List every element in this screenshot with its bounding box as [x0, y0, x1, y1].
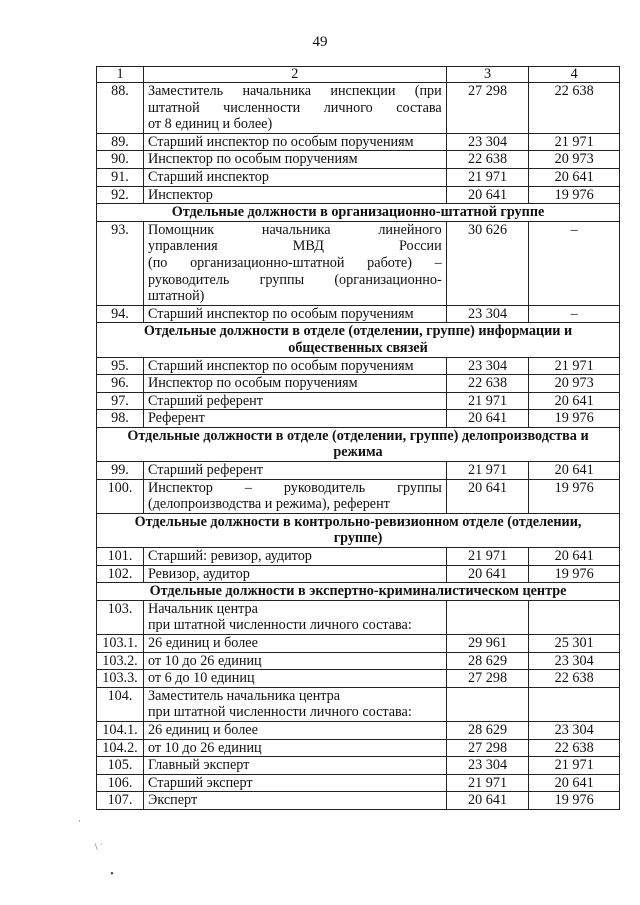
row-number: 106. [97, 774, 144, 792]
position-title-line: Начальник центра [147, 600, 258, 617]
position-title-line: Старший инспектор [147, 168, 269, 185]
table-row [97, 151, 620, 169]
header-col-4: 4 [529, 67, 620, 83]
position-title-line: Заместитель начальника центра [147, 687, 341, 704]
section-header-row [97, 583, 620, 601]
row-number: 103. [97, 600, 144, 634]
salary-col-4: 22 638 [529, 739, 620, 757]
row-number: 89. [97, 133, 144, 151]
section-title [97, 583, 620, 601]
row-number: 95. [97, 357, 144, 375]
position-title [143, 375, 446, 393]
position-title [143, 548, 446, 566]
salary-table [96, 66, 620, 810]
salary-col-4: 20 973 [529, 375, 620, 393]
salary-col-3: 20 641 [446, 186, 529, 204]
position-title-line: Старший инспектор по особым поручениям [147, 305, 414, 322]
salary-col-3 [446, 600, 529, 634]
section-title-line: режима [333, 444, 383, 461]
table-row [97, 375, 620, 393]
section-title [97, 427, 620, 461]
row-number: 104. [97, 687, 144, 721]
table-row [97, 357, 620, 375]
row-number: 100. [97, 479, 144, 513]
table-row [97, 186, 620, 204]
salary-col-4: 21 971 [529, 757, 620, 775]
salary-col-4: 19 976 [529, 410, 620, 428]
table-row [97, 774, 620, 792]
salary-col-4: 19 976 [529, 792, 620, 810]
table-row [97, 168, 620, 186]
salary-col-4: 19 976 [529, 565, 620, 583]
position-title-line: управления МВД России [147, 238, 442, 255]
row-number: 91. [97, 168, 144, 186]
position-title-line: Инспектор [147, 186, 213, 203]
salary-col-3: 23 304 [446, 133, 529, 151]
position-title [143, 670, 446, 688]
position-title [143, 792, 446, 810]
row-number: 88. [97, 83, 144, 134]
table-row [97, 83, 620, 134]
table-row [97, 565, 620, 583]
salary-col-3: 20 641 [446, 792, 529, 810]
row-number: 94. [97, 305, 144, 323]
section-header-row [97, 427, 620, 461]
position-title [143, 305, 446, 323]
position-title-line: Инспектор по особым поручениям [147, 151, 358, 168]
section-title-line: Отдельные должности в контрольно-ревизионном отделе (отделении, [134, 513, 582, 530]
table-row [97, 479, 620, 513]
position-title [143, 357, 446, 375]
position-title-line: Эксперт [147, 792, 198, 809]
section-header-row [97, 513, 620, 547]
position-title-line: Старший инспектор по особым поручениям [147, 357, 414, 374]
row-number: 96. [97, 375, 144, 393]
salary-col-3: 23 304 [446, 757, 529, 775]
salary-col-4: 25 301 [529, 635, 620, 653]
position-title-line: Помощник начальника линейного [147, 221, 442, 238]
table-row [97, 721, 620, 739]
section-title-line: Отдельные должности в экспертно-криминалистическом центре [149, 583, 567, 600]
row-number: 98. [97, 410, 144, 428]
salary-col-3 [446, 687, 529, 721]
row-number: 103.1. [97, 635, 144, 653]
position-title [143, 600, 446, 634]
header-col-1: 1 [97, 67, 144, 83]
position-title [143, 133, 446, 151]
header-col-2: 2 [143, 67, 446, 83]
row-number: 102. [97, 565, 144, 583]
section-title [97, 513, 620, 547]
position-title-line: от 8 единиц и более) [147, 116, 273, 133]
salary-col-3: 21 971 [446, 548, 529, 566]
table-row [97, 221, 620, 305]
section-title-line: группе) [333, 530, 383, 547]
salary-col-3: 28 629 [446, 721, 529, 739]
position-title [143, 774, 446, 792]
section-title [97, 204, 620, 222]
salary-col-3: 22 638 [446, 375, 529, 393]
salary-col-4: 20 973 [529, 151, 620, 169]
position-title-line: Старший инспектор по особым поручениям [147, 133, 414, 150]
salary-col-3: 27 298 [446, 83, 529, 134]
position-title [143, 721, 446, 739]
position-title-line: Ревизор, аудитор [147, 565, 250, 582]
row-number: 90. [97, 151, 144, 169]
row-number: 93. [97, 221, 144, 305]
position-title [143, 462, 446, 480]
table-row [97, 652, 620, 670]
salary-col-4: 21 971 [529, 357, 620, 375]
salary-col-4: 23 304 [529, 652, 620, 670]
position-title-line: от 10 до 26 единиц [147, 652, 262, 669]
position-title [143, 186, 446, 204]
section-title [97, 323, 620, 357]
header-col-3: 3 [446, 67, 529, 83]
table-row [97, 462, 620, 480]
position-title-line: штатной численности личного состава [147, 99, 442, 116]
position-title-line: 26 единиц и более [147, 721, 258, 738]
position-title-line: Старший референт [147, 462, 263, 479]
position-title-line: Старший референт [147, 392, 263, 409]
table-row [97, 670, 620, 688]
position-title [143, 151, 446, 169]
salary-col-4: 20 641 [529, 774, 620, 792]
table-row [97, 600, 620, 634]
salary-col-4: 21 971 [529, 133, 620, 151]
section-title-line: общественных связей [288, 339, 428, 356]
salary-col-3: 23 304 [446, 357, 529, 375]
position-title-line: от 10 до 26 единиц [147, 739, 262, 756]
position-title-line: Заместитель начальника инспекции (при [147, 83, 442, 99]
position-title [143, 479, 446, 513]
salary-col-4: 22 638 [529, 83, 620, 134]
scan-artifact: \ ˙ [95, 842, 103, 852]
section-title-line: Отдельные должности в отделе (отделении, группе) информации и [143, 323, 573, 340]
position-title-line: 26 единиц и более [147, 635, 258, 651]
salary-col-3: 20 641 [446, 410, 529, 428]
position-title [143, 739, 446, 757]
position-title-line: при штатной численности личного состава: [147, 704, 412, 721]
scan-artifact: • [110, 868, 114, 880]
table-row [97, 410, 620, 428]
salary-col-3: 27 298 [446, 739, 529, 757]
salary-col-4 [529, 600, 620, 634]
table-row [97, 635, 620, 653]
table-row [97, 739, 620, 757]
row-number: 105. [97, 757, 144, 775]
row-number: 104.1. [97, 721, 144, 739]
section-title-line: Отдельные должности в организационно-штатной группе [171, 204, 545, 221]
salary-col-4: 20 641 [529, 168, 620, 186]
position-title-line: Главный эксперт [147, 757, 250, 774]
salary-col-3: 28 629 [446, 652, 529, 670]
position-title-line: Инспектор по особым поручениям [147, 375, 358, 392]
section-header-row [97, 323, 620, 357]
salary-col-3: 21 971 [446, 168, 529, 186]
position-title-line: Старший: ревизор, аудитор [147, 548, 312, 565]
table-row [97, 548, 620, 566]
position-title [143, 565, 446, 583]
position-title [143, 652, 446, 670]
position-title [143, 757, 446, 775]
position-title-line: при штатной численности личного состава: [147, 617, 412, 634]
position-title [143, 392, 446, 410]
row-number: 103.2. [97, 652, 144, 670]
salary-col-4: 19 976 [529, 479, 620, 513]
salary-col-4 [529, 687, 620, 721]
row-number: 92. [97, 186, 144, 204]
table-row [97, 133, 620, 151]
salary-col-3: 21 971 [446, 774, 529, 792]
row-number: 107. [97, 792, 144, 810]
salary-col-3: 22 638 [446, 151, 529, 169]
position-title-line: (делопроизводства и режима), референт [147, 496, 390, 513]
row-number: 104.2. [97, 739, 144, 757]
table-row [97, 687, 620, 721]
section-title-line: Отдельные должности в отделе (отделении, группе) делопроизводства и [127, 427, 589, 444]
salary-col-4: – [529, 305, 620, 323]
table-row [97, 792, 620, 810]
salary-col-4: 20 641 [529, 548, 620, 566]
position-title-line: (по организационно-штатной работе) – [147, 254, 442, 271]
position-title-line: Инспектор – руководитель группы [147, 479, 442, 496]
table-row [97, 305, 620, 323]
table-header-row [97, 67, 620, 83]
position-title [143, 635, 446, 653]
salary-col-3: 30 626 [446, 221, 529, 305]
position-title-line: штатной) [147, 288, 205, 305]
table-row [97, 392, 620, 410]
position-title-line: Старший эксперт [147, 774, 253, 791]
table-row [97, 757, 620, 775]
salary-col-4: 22 638 [529, 670, 620, 688]
page-number: 49 [312, 34, 328, 50]
position-title [143, 83, 446, 134]
row-number: 103.3. [97, 670, 144, 688]
position-title-line: от 6 до 10 единиц [147, 670, 255, 687]
scan-artifact: · [78, 816, 81, 826]
row-number: 101. [97, 548, 144, 566]
position-title [143, 410, 446, 428]
salary-table-body [97, 67, 620, 810]
salary-col-3: 20 641 [446, 479, 529, 513]
salary-col-3: 21 971 [446, 392, 529, 410]
salary-col-3: 29 961 [446, 635, 529, 653]
position-title [143, 687, 446, 721]
salary-col-3: 27 298 [446, 670, 529, 688]
salary-col-4: – [529, 221, 620, 305]
position-title [143, 221, 446, 305]
row-number: 99. [97, 462, 144, 480]
salary-col-4: 19 976 [529, 186, 620, 204]
position-title [143, 168, 446, 186]
salary-col-3: 21 971 [446, 462, 529, 480]
salary-col-4: 23 304 [529, 721, 620, 739]
position-title-line: руководитель группы (организационно- [147, 271, 442, 288]
row-number: 97. [97, 392, 144, 410]
position-title-line: Референт [147, 410, 205, 427]
salary-col-4: 20 641 [529, 462, 620, 480]
salary-col-3: 23 304 [446, 305, 529, 323]
salary-col-3: 20 641 [446, 565, 529, 583]
salary-col-4: 20 641 [529, 392, 620, 410]
section-header-row [97, 204, 620, 222]
